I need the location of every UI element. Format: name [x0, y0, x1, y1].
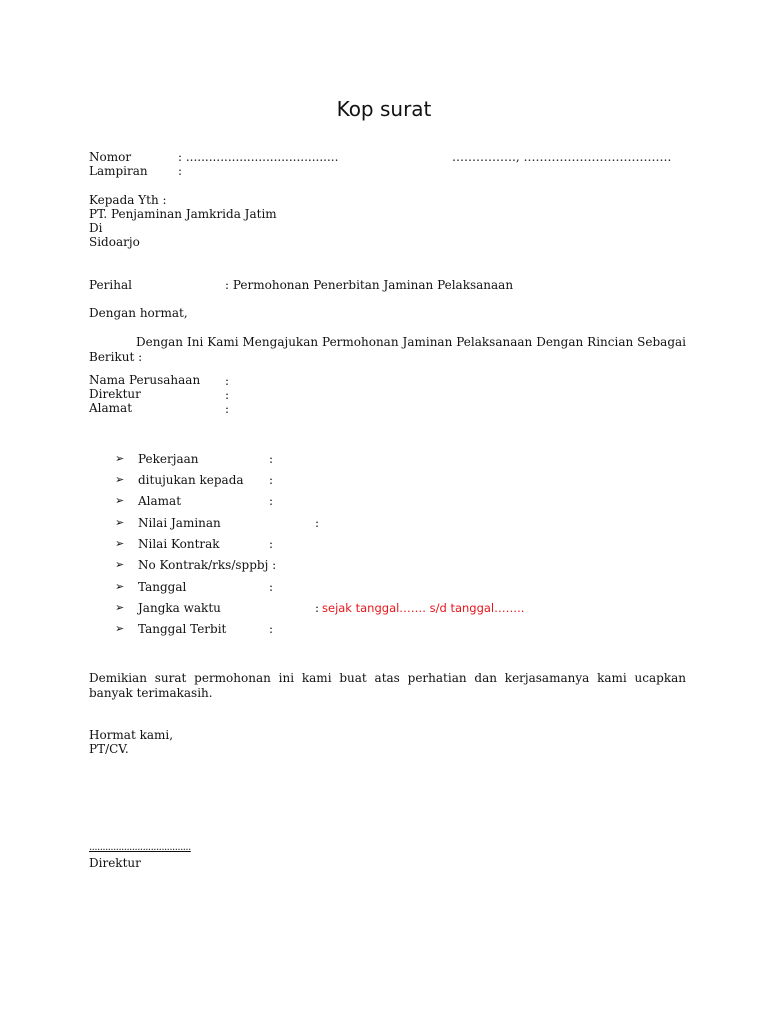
list-item-colon: :: [269, 473, 274, 487]
list-item-label: Nilai Kontrak: [138, 537, 220, 551]
list-item-label: No Kontrak/rks/sppbj :: [138, 558, 277, 572]
list-item-colon: :: [315, 516, 320, 530]
arrowhead-bullet-icon: ➢: [115, 494, 125, 507]
intro-paragraph: Dengan Ini Kami Mengajukan Permohonan Jaminan Pelaksanaan Dengan Rincian Sebagai Berikut :: [89, 335, 686, 364]
arrowhead-bullet-icon: ➢: [115, 473, 125, 486]
signoff-greeting: Hormat kami,: [89, 728, 174, 742]
company-address-colon: :: [225, 402, 230, 416]
list-item-label: Alamat: [138, 494, 182, 508]
list-item-colon: :: [269, 580, 274, 594]
list-item-colon: :: [269, 622, 274, 636]
list-item-label: Jangka waktu: [138, 601, 221, 615]
arrowhead-bullet-icon: ➢: [115, 537, 125, 550]
closing-paragraph: Demikian surat permohonan ini kami buat atas perhatian dan kerjasamanya kami ucapkan banyak terimakasih.: [89, 671, 686, 700]
recipient-company: PT. Penjaminan Jamkrida Jatim: [89, 207, 277, 221]
period-value: sejak tanggal……. s/d tanggal……..: [322, 601, 525, 615]
arrowhead-bullet-icon: ➢: [115, 452, 125, 465]
recipient-city: Sidoarjo: [89, 235, 140, 249]
perihal-label: Perihal: [89, 278, 132, 292]
list-item-label: Pekerjaan: [138, 452, 199, 466]
arrowhead-bullet-icon: ➢: [115, 580, 125, 593]
signature-line: ......................................: [89, 842, 191, 853]
list-item-label: Tanggal Terbit: [138, 622, 227, 636]
list-item-colon: :: [269, 494, 274, 508]
lampiran-label: Lampiran: [89, 164, 148, 178]
list-item-label: ditujukan kepada: [138, 473, 244, 487]
company-director-label: Direktur: [89, 387, 141, 401]
company-director-colon: :: [225, 388, 230, 402]
letterhead-title: Kop surat: [336, 97, 432, 121]
signoff-company: PT/CV.: [89, 742, 129, 756]
company-address-label: Alamat: [89, 401, 133, 415]
greeting: Dengan hormat,: [89, 306, 188, 320]
arrowhead-bullet-icon: ➢: [115, 601, 125, 614]
company-name-label: Nama Perusahaan: [89, 373, 201, 387]
arrowhead-bullet-icon: ➢: [115, 558, 125, 571]
list-item-label: Tanggal: [138, 580, 187, 594]
list-item-label: Nilai Jaminan: [138, 516, 221, 530]
list-item-colon: :: [269, 537, 274, 551]
list-item-colon: :: [315, 601, 320, 615]
nomor-label: Nomor: [89, 150, 132, 164]
list-item-colon: :: [269, 452, 274, 466]
nomor-value: : ........................................: [178, 150, 339, 164]
company-name-colon: :: [225, 374, 230, 388]
recipient-line: Kepada Yth :: [89, 193, 167, 207]
lampiran-value: :: [178, 164, 183, 178]
perihal-value: : Permohonan Penerbitan Jaminan Pelaksanaan: [225, 278, 514, 292]
recipient-di: Di: [89, 221, 103, 235]
signoff-position: Direktur: [89, 856, 141, 870]
arrowhead-bullet-icon: ➢: [115, 516, 125, 529]
place-date: ……………., ……………………………….: [452, 150, 672, 164]
arrowhead-bullet-icon: ➢: [115, 622, 125, 635]
